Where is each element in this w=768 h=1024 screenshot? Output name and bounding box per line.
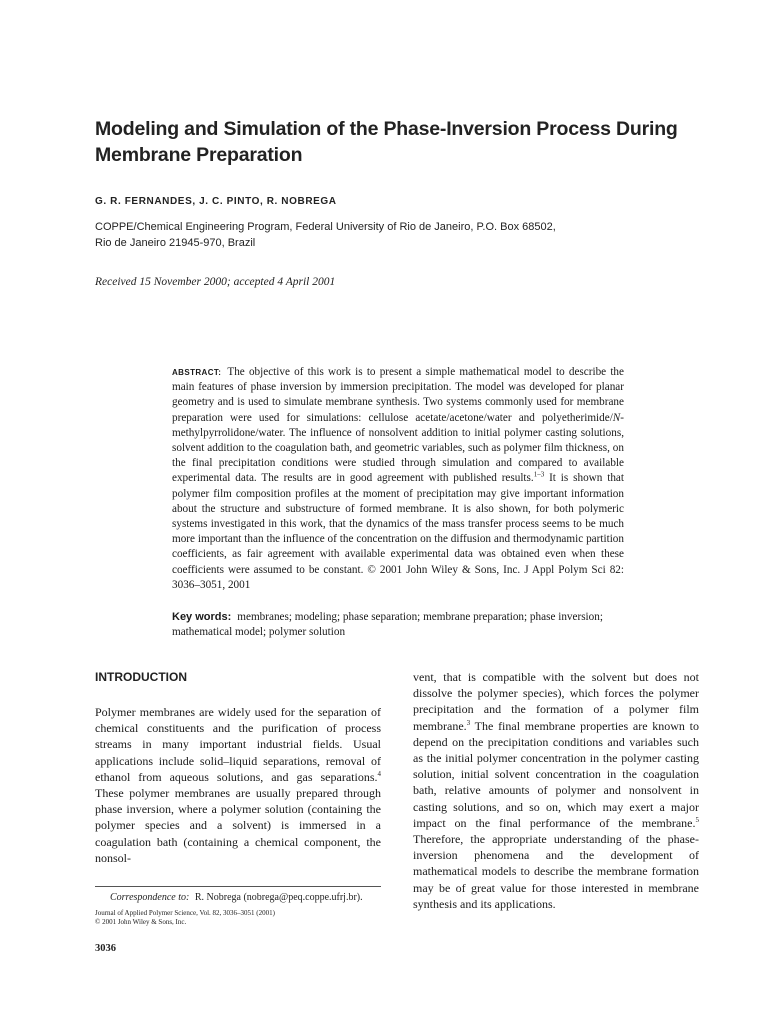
abstract-text: The objective of this work is to present a simple mathematical model to describe the main features of phase inversion by immersion precipitation. The model was developed for planar geometry and is used to simulate membrane synthesis. Two systems commonly used for membrane preparation were used for simulations: cellulose acetate/acetone/water and polyetherimide/ <box>172 366 624 424</box>
affiliation <box>95 219 655 251</box>
page-number: 3036 <box>95 943 116 954</box>
body-text: Therefore, the appropriate understanding of the phase-inversion phenomena and the development of mathematical models to describe the membrane formation may be of great value for those interested in membrane synthesis and its applications. <box>413 832 699 911</box>
citation-ref: 3 <box>466 718 471 727</box>
article-title: Modeling and Simulation of the Phase-Inversion Process During Membrane Preparation <box>95 118 678 166</box>
citation-ref: 1–3 <box>533 470 545 479</box>
keywords-text: membranes; modeling; phase separation; membrane preparation; phase inversion; mathematical model; polymer solution <box>172 611 603 639</box>
correspondence-text: R. Nobrega (nobrega@peq.coppe.ufrj.br). <box>194 892 363 903</box>
abstract-label: ABSTRACT: <box>172 368 222 377</box>
correspondence-note <box>110 892 390 903</box>
journal-citation: Journal of Applied Polymer Science, Vol. 82, 3036–3051 (2001) <box>95 909 275 917</box>
body-text: Polymer membranes are widely used for the separation of chemical constituents and the purification of process streams in many important industrial fields. Usual applications include solid–liquid separations, removal of ethanol from aqueous solutions, and gas separations. <box>95 705 381 784</box>
keywords-label: Key words: <box>172 611 232 623</box>
journal-info <box>95 909 395 927</box>
abstract-text: It is shown that polymer film composition profiles at the moment of precipitation may give important information about the structure and substructure of formed membrane. It is also shown, for both polymeric systems investigated in this work, that the dynamics of the mass transfer process seems to be much more important than the influence of the concentration on the diffusion and thermodynamic partition coefficients, as fair agreement with available experimental data was obtained even when these coefficients were assumed to be constant. © 2001 John Wiley & Sons, Inc. J Appl Polym Sci 82: 3036–3051, 2001 <box>172 472 624 591</box>
affiliation-line: Rio de Janeiro 21945-970, Brazil <box>95 237 256 249</box>
body-text: These polymer membranes are usually prepared through phase inversion, where a polymer solution (containing the polymer species and a solvent) is immersed in a coagulation bath (containing a chemical component, the nonsol- <box>95 786 381 865</box>
received-dates: Received 15 November 2000; accepted 4 April 2001 <box>95 276 336 288</box>
body-column-right <box>413 669 699 912</box>
footnote-divider <box>95 886 381 887</box>
citation-ref: 5 <box>695 815 699 824</box>
body-column-left <box>95 704 381 866</box>
author-list: G. R. FERNANDES, J. C. PINTO, R. NOBREGA <box>95 196 337 207</box>
keywords <box>172 610 624 640</box>
section-heading: INTRODUCTION <box>95 670 187 684</box>
citation-ref: 4 <box>377 769 381 778</box>
abstract-text: -methylpyrrolidone/water. The influence of nonsolvent addition to initial polymer casting solutions, solvent addition to the coagulation bath, and geometric variables, such as polymer film thickness, on the final precipitation conditions were studied through simulation and compared to available experimental data. The results are in good agreement with published results. <box>172 411 624 485</box>
copyright-line: © 2001 John Wiley & Sons, Inc. <box>95 918 187 926</box>
correspondence-label: Correspondence to: <box>110 892 190 903</box>
abstract-italic-n: N <box>612 411 621 424</box>
body-text: vent, that is compatible with the solvent but does not dissolve the polymer species), which forces the polymer precipitation and the formation of a polymer film membrane. <box>413 670 699 733</box>
abstract <box>172 365 624 593</box>
body-text: The final membrane properties are known to depend on the precipitation conditions and variables such as the initial polymer concentration in the polymer casting solution, initial solvent concentration in the coagulation bath, relative amounts of polymer and nonsolvent in casting solutions, and so on, which may exert a major impact on the final performance of the membrane. <box>413 718 699 830</box>
affiliation-line: COPPE/Chemical Engineering Program, Federal University of Rio de Janeiro, P.O. Box 68502, <box>95 221 556 233</box>
